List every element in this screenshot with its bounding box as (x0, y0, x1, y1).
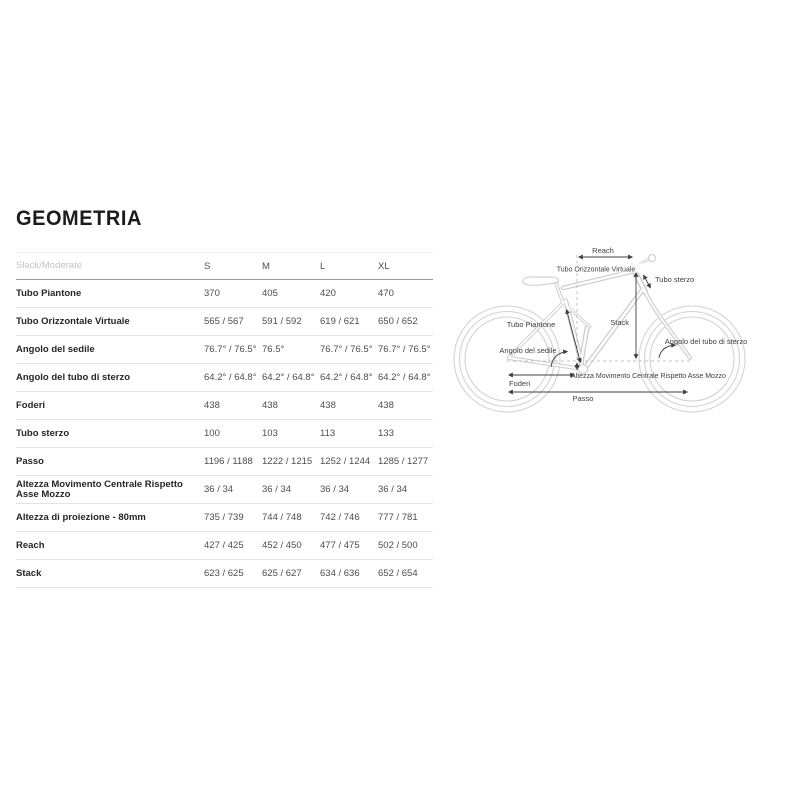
geometry-value-cell: 36 / 34 (320, 484, 350, 495)
geometry-value-cell: 565 / 567 (204, 316, 244, 327)
geometry-value-cell: 64.2° / 64.8° (262, 372, 315, 383)
geometry-value-cell: 76.7° / 76.5° (378, 344, 431, 355)
table-row (16, 392, 433, 420)
geometry-value-cell: 742 / 746 (320, 512, 360, 523)
geometry-value-cell: 370 (204, 288, 220, 299)
geometry-value-cell: 652 / 654 (378, 568, 418, 579)
geometry-value-cell: 438 (378, 400, 394, 411)
table-row (16, 532, 433, 560)
geometry-value-cell: 591 / 592 (262, 316, 302, 327)
geometry-value-cell: 438 (320, 400, 336, 411)
column-header-s: S (204, 260, 211, 272)
geometry-value-cell: 735 / 739 (204, 512, 244, 523)
row-label: Angolo del sedile (16, 343, 95, 355)
geometry-value-cell: 477 / 475 (320, 540, 360, 551)
stack-label: Stack (610, 318, 629, 327)
row-label: Stack (16, 567, 42, 579)
geometry-value-cell: 623 / 625 (204, 568, 244, 579)
column-header-m: M (262, 260, 270, 272)
wheelbase-label: Passo (572, 394, 594, 403)
front-wheel (639, 306, 745, 412)
row-label: Altezza di proiezione - 80mm (16, 511, 146, 523)
geometry-value-cell: 744 / 748 (262, 512, 302, 523)
row-label: Tubo sterzo (16, 427, 70, 439)
geometry-value-cell: 76.7° / 76.5° (204, 344, 257, 355)
geometry-value-cell: 420 (320, 288, 336, 299)
geometry-value-cell: 777 / 781 (378, 512, 418, 523)
head-angle-arc (659, 345, 676, 358)
geometry-value-cell: 36 / 34 (378, 484, 408, 495)
geometry-value-cell: 64.2° / 64.8° (204, 372, 257, 383)
row-label: Tubo Piantone (16, 287, 82, 299)
head-tube-label: Tubo sterzo (655, 275, 695, 284)
saddle (523, 277, 559, 285)
geometry-value-cell: 470 (378, 288, 394, 299)
page-title: GEOMETRIA (16, 207, 142, 230)
table-row (16, 504, 433, 532)
table-row (16, 560, 433, 588)
geometry-value-cell: 1252 / 1244 (320, 456, 371, 467)
top-tube-label: Tubo Orizzontale Virtuale (556, 266, 636, 274)
table-row (16, 308, 433, 336)
handlebar-grip (649, 255, 656, 262)
diagram-labels (499, 246, 747, 403)
geometry-value-cell: 650 / 652 (378, 316, 418, 327)
table-row (16, 448, 433, 476)
row-label: Altezza Movimento Centrale Rispetto Asse Mozzo (16, 478, 183, 500)
geometry-value-cell: 438 (262, 400, 278, 411)
geometry-value-cell: 405 (262, 288, 278, 299)
column-header-xl: XL (378, 260, 390, 272)
geometry-value-cell: 76.7° / 76.5° (320, 344, 373, 355)
column-header-l: L (320, 260, 326, 272)
table-header-mode-label: Slack/Moderate (16, 260, 83, 272)
geometry-value-cell: 502 / 500 (378, 540, 418, 551)
geometry-value-cell: 133 (378, 428, 394, 439)
geometry-value-cell: 36 / 34 (262, 484, 292, 495)
seat-angle-label: Angolo del sedile (499, 346, 557, 355)
geometry-value-cell: 1285 / 1277 (378, 456, 429, 467)
geometry-value-cell: 64.2° / 64.8° (320, 372, 373, 383)
head-angle-label: Angolo del tubo di sterzo (664, 337, 748, 346)
chainstay-label: Foderi (509, 379, 531, 388)
bike-geometry-diagram (450, 243, 800, 423)
geometry-table (16, 252, 433, 588)
geometry-value-cell: 625 / 627 (262, 568, 302, 579)
geometry-value-cell: 64.2° / 64.8° (378, 372, 431, 383)
geometry-value-cell: 1196 / 1188 (204, 456, 253, 467)
table-row (16, 476, 433, 504)
geometry-value-cell: 619 / 621 (320, 316, 360, 327)
geometry-value-cell: 36 / 34 (204, 484, 234, 495)
geometry-value-cell: 103 (262, 428, 278, 439)
table-row (16, 336, 433, 364)
row-label: Angolo del tubo di sterzo (16, 371, 130, 383)
geometry-value-cell: 438 (204, 400, 220, 411)
geometry-value-cell: 76.5° (262, 344, 285, 355)
geometry-value-cell: 427 / 425 (204, 540, 244, 551)
geometry-value-cell: 634 / 636 (320, 568, 360, 579)
row-label: Reach (16, 539, 45, 551)
geometry-value-cell: 100 (204, 428, 220, 439)
row-label: Tubo Orizzontale Virtuale (16, 315, 130, 327)
table-row (16, 280, 433, 308)
geometry-value-cell: 1222 / 1215 (262, 456, 313, 467)
geometry-value-cell: 452 / 450 (262, 540, 302, 551)
seat-tube-label: Tubo Piantone (506, 320, 556, 329)
table-header-row (16, 252, 433, 280)
table-row (16, 364, 433, 392)
row-label: Foderi (16, 399, 46, 411)
reach-label: Reach (592, 246, 614, 255)
bb-height-label: Altezza Movimento Centrale Rispetto Asse Mozzo (571, 373, 726, 380)
row-label: Passo (16, 455, 44, 467)
geometry-value-cell: 113 (320, 428, 336, 439)
table-row (16, 420, 433, 448)
